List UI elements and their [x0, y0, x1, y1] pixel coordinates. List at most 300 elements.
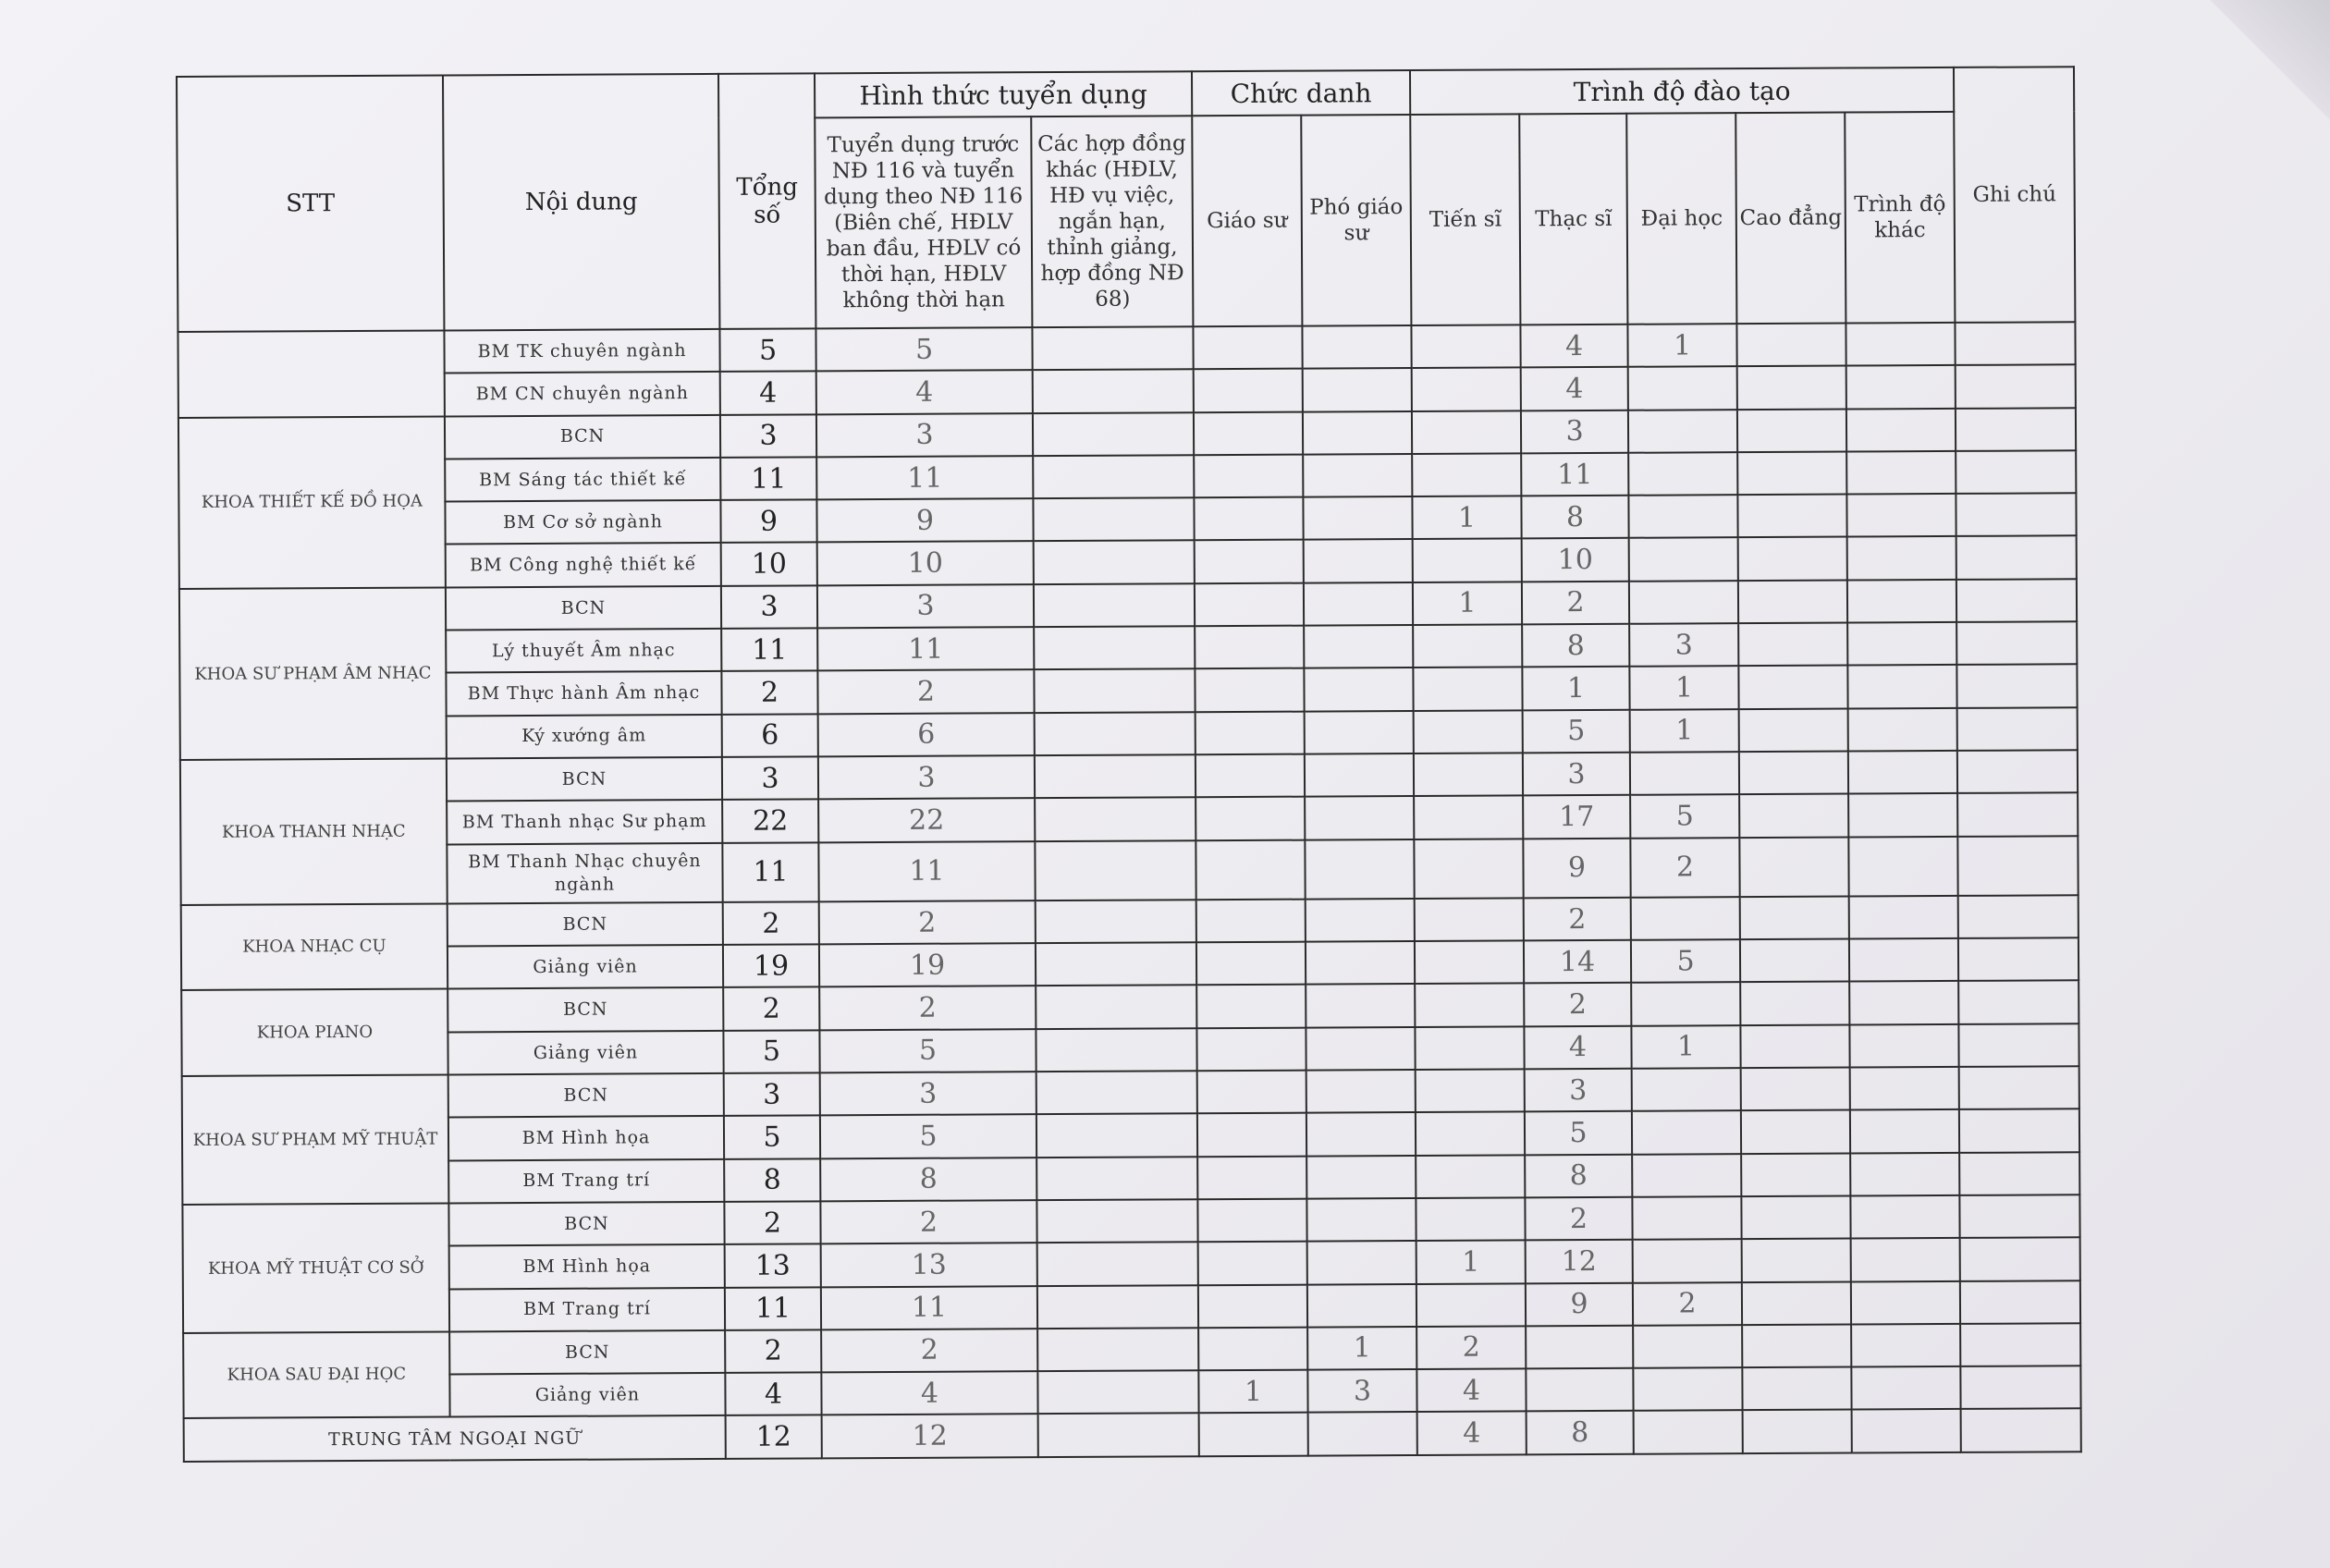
cell-td: 4: [821, 1371, 1037, 1415]
cell-dh: [1631, 983, 1740, 1026]
cell-ts: 4: [1417, 1412, 1527, 1455]
cell-khac: [1846, 365, 1956, 409]
header-stt: STT: [177, 75, 444, 332]
cell-gs: [1196, 797, 1305, 840]
cell-cd: [1742, 1281, 1851, 1325]
cell-td: 11: [816, 456, 1033, 500]
cell-cd: [1738, 580, 1847, 623]
cell-gs: [1195, 540, 1304, 583]
cell-cd: [1741, 1153, 1850, 1196]
cell-gc: [1958, 1023, 2079, 1067]
cell-pgs: [1303, 368, 1412, 411]
cell-td: 2: [820, 1200, 1036, 1244]
unit-name: Giảng viên: [448, 1031, 723, 1075]
unit-name: Giảng viên: [449, 1373, 725, 1417]
cell-ts: [1415, 984, 1524, 1027]
cell-dh: [1629, 538, 1738, 582]
cell-gc: [1956, 665, 2077, 708]
unit-name: BM Thực hành Âm nhạc: [446, 671, 721, 716]
cell-hd: [1036, 1028, 1196, 1072]
header-hop-dong-khac: Các hợp đồng khác (HĐLV, HĐ vụ việc, ngắn hạn, thỉnh giảng, hợp đồng NĐ 68): [1031, 116, 1193, 327]
total-cell: 3: [724, 1072, 820, 1116]
cell-khac: [1847, 665, 1956, 708]
cell-gc: [1960, 1366, 2080, 1409]
cell-ts: [1416, 1155, 1525, 1198]
cell-pgs: [1305, 753, 1414, 797]
cell-pgs: [1307, 1241, 1416, 1284]
cell-td: 2: [821, 1329, 1037, 1373]
cell-cd: [1738, 537, 1847, 581]
cell-td: 4: [816, 370, 1033, 414]
cell-hd: [1037, 1285, 1198, 1329]
cell-cd: [1737, 451, 1846, 495]
total-cell: 2: [723, 901, 819, 945]
cell-gs: [1196, 711, 1305, 754]
total-cell: 11: [720, 457, 816, 500]
cell-cd: [1736, 324, 1846, 367]
cell-hd: [1035, 840, 1196, 900]
cell-khac: [1849, 896, 1958, 939]
cell-cd: [1741, 1195, 1850, 1239]
cell-khac: [1848, 751, 1957, 794]
cell-cd: [1740, 896, 1849, 939]
cell-gs: [1196, 942, 1306, 986]
cell-td: 2: [819, 986, 1036, 1031]
cell-td: 12: [822, 1415, 1038, 1459]
cell-gs: 1: [1198, 1370, 1307, 1414]
cell-cd: [1737, 409, 1846, 452]
unit-name: BM Trang trí: [449, 1287, 725, 1331]
unit-name: BCN: [448, 902, 723, 947]
cell-pgs: [1305, 711, 1414, 754]
cell-ths: 3: [1523, 753, 1630, 796]
cell-gs: [1195, 668, 1304, 712]
header-trinh-do-khac: Trình độ khác: [1845, 112, 1955, 324]
cell-pgs: [1306, 941, 1415, 985]
cell-hd: [1033, 412, 1194, 456]
header-ghi-chu: Ghi chú: [1954, 67, 2075, 323]
cell-td: 3: [816, 413, 1033, 458]
cell-khac: [1848, 793, 1957, 837]
cell-hd: [1034, 541, 1195, 584]
cell-ths: 8: [1525, 1154, 1632, 1197]
cell-pgs: [1306, 1156, 1416, 1199]
cell-ts: 1: [1413, 582, 1522, 625]
cell-pgs: [1302, 325, 1411, 369]
cell-ts: [1416, 1197, 1525, 1241]
table-row-last: [184, 1409, 2081, 1462]
cell-pgs: [1303, 411, 1412, 455]
total-cell: 3: [722, 756, 818, 800]
cell-dh: [1628, 410, 1737, 453]
cell-khac: [1851, 1324, 1960, 1367]
department-name: [178, 330, 444, 417]
cell-khac: [1852, 1409, 1961, 1452]
unit-name: Lý thuyết Âm nhạc: [446, 629, 721, 673]
unit-name: TRUNG TÂM NGOẠI NGỮ: [184, 1415, 726, 1462]
cell-khac: [1850, 1109, 1959, 1153]
cell-td: 5: [819, 1029, 1036, 1073]
cell-ths: 9: [1526, 1282, 1633, 1326]
total-cell: 6: [722, 714, 818, 757]
total-cell: 8: [724, 1158, 820, 1202]
cell-cd: [1739, 752, 1848, 795]
total-cell: 2: [723, 987, 819, 1031]
cell-ts: 4: [1416, 1368, 1526, 1412]
cell-ths: 2: [1522, 582, 1629, 625]
cell-td: 13: [821, 1243, 1037, 1287]
cell-ts: [1413, 624, 1522, 668]
cell-td: 11: [817, 627, 1034, 671]
total-cell: 11: [721, 628, 817, 671]
cell-hd: [1036, 1114, 1197, 1158]
unit-name: BM CN chuyên ngành: [445, 372, 720, 416]
cell-khac: [1851, 1366, 1960, 1410]
cell-gc: [1960, 1237, 2080, 1280]
cell-khac: [1848, 836, 1957, 896]
cell-ths: 4: [1524, 1026, 1631, 1070]
cell-ts: [1416, 1069, 1525, 1112]
cell-cd: [1742, 1367, 1851, 1411]
page-curl: [2201, 0, 2330, 166]
cell-ths: 10: [1522, 538, 1629, 582]
table-row: [180, 836, 2078, 905]
cell-ts: 2: [1416, 1326, 1526, 1369]
cell-dh: [1630, 752, 1739, 795]
cell-ths: 8: [1527, 1411, 1634, 1454]
cell-ths: 2: [1525, 1197, 1632, 1241]
total-cell: 3: [721, 585, 817, 629]
cell-gs: [1197, 1199, 1306, 1243]
total-cell: 4: [720, 372, 816, 415]
cell-ths: 5: [1525, 1111, 1632, 1155]
cell-cd: [1737, 495, 1846, 538]
cell-gs: [1197, 1156, 1306, 1199]
cell-ts: [1412, 368, 1521, 411]
cell-td: 11: [818, 841, 1035, 902]
cell-td: 5: [816, 327, 1032, 372]
cell-khac: [1846, 494, 1956, 537]
header-tien-si: Tiến sĩ: [1410, 114, 1520, 325]
cell-cd: [1740, 982, 1849, 1025]
cell-gs: [1199, 1413, 1308, 1456]
department-name: KHOA MỸ THUẬT CƠ SỞ: [182, 1203, 449, 1332]
cell-pgs: [1303, 454, 1412, 497]
cell-ths: 8: [1521, 496, 1628, 539]
unit-name: BM Thanh nhạc Sư phạm: [447, 800, 722, 844]
cell-dh: 5: [1631, 939, 1740, 983]
cell-dh: [1628, 366, 1737, 410]
cell-gs: [1196, 1027, 1306, 1071]
cell-cd: [1742, 1324, 1851, 1367]
cell-dh: [1633, 1367, 1742, 1411]
cell-cd: [1740, 1024, 1849, 1068]
cell-gc: [1956, 621, 2077, 665]
cell-cd: [1737, 366, 1846, 410]
cell-gc: [1957, 707, 2078, 751]
cell-khac: [1850, 1195, 1959, 1239]
cell-cd: [1740, 939, 1849, 983]
cell-pgs: [1307, 1284, 1416, 1328]
cell-dh: [1629, 581, 1738, 624]
cell-pgs: [1306, 1198, 1416, 1242]
cell-ts: [1411, 325, 1520, 368]
total-cell: 11: [722, 842, 818, 902]
unit-name: BM Hình họa: [448, 1116, 724, 1160]
cell-gs: [1198, 1284, 1307, 1328]
cell-gc: [1958, 981, 2079, 1024]
cell-pgs: [1306, 899, 1415, 942]
cell-gs: [1194, 497, 1303, 541]
cell-ts: [1412, 453, 1521, 496]
cell-gc: [1961, 1409, 2081, 1452]
cell-gs: [1198, 1242, 1307, 1285]
cell-dh: [1633, 1239, 1742, 1282]
total-cell: 11: [725, 1287, 821, 1330]
header-dai-hoc: Đại học: [1626, 113, 1736, 325]
department-name: KHOA PIANO: [181, 989, 448, 1076]
cell-cd: [1738, 666, 1847, 709]
cell-hd: [1037, 1370, 1198, 1414]
cell-gs: [1195, 626, 1304, 669]
cell-ts: [1413, 668, 1522, 711]
cell-pgs: [1305, 796, 1414, 839]
cell-ts: [1414, 796, 1523, 839]
cell-ths: 9: [1523, 838, 1630, 898]
total-cell: 4: [725, 1372, 821, 1415]
cell-ts: [1415, 898, 1524, 941]
cell-gc: [1956, 408, 2076, 451]
cell-gc: [1960, 1280, 2080, 1324]
cell-pgs: [1306, 1027, 1415, 1071]
cell-ths: 17: [1523, 795, 1630, 839]
cell-gs: [1194, 455, 1303, 498]
cell-khac: [1851, 1280, 1960, 1324]
header-giao-su: Giáo sư: [1192, 116, 1302, 327]
cell-ths: [1526, 1326, 1633, 1369]
cell-cd: [1742, 1239, 1851, 1282]
unit-name: BM Cơ sở ngành: [445, 500, 720, 545]
cell-hd: [1034, 583, 1195, 627]
cell-cd: [1741, 1110, 1850, 1154]
cell-ts: [1414, 710, 1523, 753]
cell-pgs: [1303, 496, 1412, 540]
cell-hd: [1033, 455, 1194, 498]
cell-dh: 1: [1627, 324, 1736, 367]
header-tuyen-dung: Tuyển dụng trước NĐ 116 và tuyển dụng theo NĐ 116 (Biên chế, HĐLV ban đầu, HĐLV có thời hạn, HĐLV không thời hạn: [815, 116, 1032, 328]
cell-hd: [1032, 326, 1193, 370]
cell-td: 6: [818, 713, 1035, 757]
unit-name: BM Trang trí: [448, 1159, 724, 1204]
cell-pgs: [1304, 625, 1413, 668]
cell-dh: 1: [1631, 1025, 1740, 1069]
header-tong-so: Tổng số: [718, 73, 816, 329]
cell-gc: [1957, 793, 2078, 837]
total-cell: 2: [724, 1201, 820, 1244]
cell-khac: [1846, 409, 1956, 452]
cell-td: 19: [819, 943, 1036, 987]
header-noi-dung: Nội dung: [443, 74, 719, 331]
total-cell: 2: [725, 1329, 821, 1373]
cell-gs: [1196, 899, 1306, 942]
cell-ths: 12: [1526, 1240, 1633, 1283]
cell-dh: [1632, 1196, 1741, 1240]
cell-hd: [1035, 712, 1196, 755]
cell-ts: 1: [1412, 496, 1521, 540]
cell-dh: [1628, 452, 1737, 496]
department-name: KHOA THANH NHẠC: [180, 758, 448, 904]
cell-dh: 2: [1630, 838, 1739, 898]
total-cell: 3: [720, 414, 816, 458]
staff-table: [176, 66, 2082, 1463]
unit-name: BM Sáng tác thiết kế: [445, 458, 720, 502]
cell-ths: 11: [1521, 453, 1628, 496]
cell-cd: [1738, 623, 1847, 667]
cell-gs: [1197, 1113, 1306, 1157]
unit-name: Ký xướng âm: [447, 715, 722, 759]
cell-gc: [1958, 937, 2079, 981]
cell-pgs: [1306, 1112, 1416, 1156]
cell-ths: 4: [1521, 367, 1628, 410]
cell-dh: 2: [1633, 1282, 1742, 1326]
cell-gc: [1956, 365, 2076, 409]
cell-pgs: [1304, 582, 1413, 626]
unit-name: BM Công nghệ thiết kế: [446, 543, 721, 587]
cell-td: 3: [820, 1072, 1036, 1116]
cell-ts: [1414, 753, 1523, 796]
cell-pgs: [1306, 1070, 1416, 1113]
cell-hd: [1035, 754, 1196, 798]
cell-ts: 1: [1416, 1241, 1526, 1284]
total-cell: 5: [724, 1116, 820, 1159]
unit-name: BM Hình họa: [449, 1244, 725, 1289]
cell-pgs: [1304, 539, 1413, 582]
cell-hd: [1033, 370, 1194, 413]
cell-pgs: [1308, 1412, 1417, 1455]
cell-gc: [1956, 493, 2076, 536]
cell-hd: [1036, 900, 1196, 943]
unit-name: BCN: [447, 757, 722, 802]
cell-gs: [1194, 369, 1303, 412]
cell-hd: [1034, 669, 1195, 713]
cell-cd: [1743, 1410, 1852, 1453]
cell-khac: [1850, 1153, 1959, 1196]
cell-ths: 2: [1524, 983, 1631, 1026]
cell-hd: [1036, 986, 1196, 1029]
cell-pgs: [1305, 839, 1414, 900]
cell-ts: [1412, 410, 1521, 454]
cell-td: 3: [817, 584, 1034, 629]
cell-gs: [1196, 754, 1305, 798]
cell-dh: 5: [1630, 794, 1739, 838]
cell-dh: [1628, 495, 1737, 538]
total-cell: 13: [725, 1244, 821, 1288]
cell-pgs: 3: [1307, 1369, 1416, 1413]
cell-td: 2: [819, 900, 1036, 945]
cell-hd: [1037, 1328, 1198, 1371]
header-hinh-thuc-tuyen-dung: Hình thức tuyển dụng: [815, 71, 1192, 117]
unit-name: BM Thanh Nhạc chuyên ngành: [447, 842, 722, 903]
cell-gc: [1959, 1152, 2079, 1195]
total-cell: 22: [722, 800, 818, 843]
cell-gc: [1956, 536, 2077, 580]
cell-gc: [1958, 895, 2079, 938]
unit-name: Giảng viên: [448, 945, 723, 989]
cell-khac: [1846, 451, 1956, 495]
unit-name: BCN: [445, 415, 720, 459]
cell-khac: [1847, 580, 1956, 623]
cell-gc: [1959, 1066, 2079, 1109]
header-chuc-danh: Chức danh: [1192, 70, 1410, 116]
total-cell: 9: [720, 500, 816, 544]
cell-td: 9: [816, 498, 1033, 543]
cell-khac: [1847, 536, 1956, 580]
cell-dh: [1632, 1068, 1741, 1111]
cell-ths: 3: [1521, 410, 1628, 453]
cell-dh: [1633, 1325, 1742, 1368]
cell-gc: [1956, 322, 2076, 365]
cell-gs: [1197, 1071, 1306, 1114]
unit-name: BCN: [446, 586, 721, 631]
unit-name: BCN: [448, 1073, 724, 1118]
cell-dh: 3: [1629, 623, 1738, 667]
cell-dh: [1634, 1411, 1743, 1454]
total-cell: 10: [721, 543, 817, 586]
cell-gs: [1193, 326, 1302, 370]
cell-khac: [1851, 1238, 1960, 1281]
cell-gs: [1198, 1327, 1307, 1370]
cell-dh: [1632, 1110, 1741, 1154]
department-name: KHOA SƯ PHẠM ÂM NHẠC: [179, 587, 447, 760]
cell-khac: [1850, 1067, 1959, 1110]
cell-gs: [1196, 839, 1305, 900]
department-name: KHOA THIẾT KẾ ĐỒ HỌA: [178, 416, 446, 589]
cell-ts: [1415, 941, 1524, 985]
cell-hd: [1036, 1199, 1197, 1243]
total-cell: 5: [723, 1030, 819, 1073]
cell-ths: 1: [1522, 667, 1629, 710]
department-name: KHOA SƯ PHẠM MỸ THUẬT: [182, 1075, 449, 1205]
cell-gc: [1956, 579, 2077, 622]
total-cell: 2: [721, 671, 817, 715]
cell-hd: [1036, 1157, 1197, 1200]
table-body: [178, 322, 2080, 1462]
department-name: KHOA NHẠC CỤ: [181, 903, 448, 990]
cell-dh: [1631, 897, 1740, 940]
cell-ts: [1416, 1112, 1525, 1156]
header-thac-si: Thạc sĩ: [1519, 114, 1627, 325]
cell-ths: 5: [1523, 709, 1630, 753]
cell-td: 3: [818, 755, 1035, 800]
cell-ths: 14: [1524, 940, 1631, 984]
total-cell: 12: [726, 1415, 822, 1459]
total-cell: 19: [723, 945, 819, 988]
cell-ths: 4: [1520, 325, 1627, 368]
unit-name: BCN: [448, 1202, 724, 1246]
cell-khac: [1849, 938, 1958, 982]
cell-td: 5: [820, 1114, 1036, 1158]
cell-gs: [1194, 411, 1303, 455]
unit-name: BCN: [448, 987, 723, 1032]
cell-td: 10: [817, 542, 1034, 586]
department-name: KHOA SAU ĐẠI HỌC: [183, 1331, 449, 1418]
cell-hd: [1036, 1071, 1197, 1114]
header-cao-dang: Cao đẳng: [1735, 113, 1846, 325]
cell-pgs: [1304, 668, 1413, 711]
cell-td: 11: [821, 1286, 1037, 1330]
cell-ts: [1414, 839, 1523, 899]
cell-pgs: [1306, 984, 1415, 1027]
